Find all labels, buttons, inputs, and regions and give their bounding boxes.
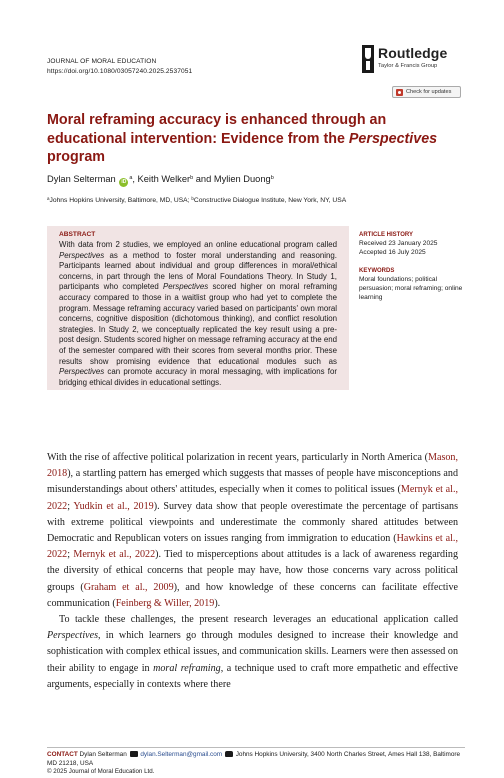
article-title: Moral reframing accuracy is enhanced through an educational intervention: Evidence from the Perspectives program	[47, 112, 438, 165]
article-sidebar	[359, 231, 469, 302]
orcid-icon[interactable]: iD	[121, 179, 127, 185]
abstract-text: With data from 2 studies, we employed an online educational program called Perspectives as a method to foster moral understanding and reasoning. Participants learned about individual and group differences in moral/ethical concerns, in part through the lens of Moral Foundations Theory. In Study 1, participants who completed Perspectives scored higher on moral reframing accuracy compared to those in a waitlist group who had yet to complete the program. Message reframing accuracy varied based on participants' own moral concerns, cognitive disposition (dichotomous thinking), and conflict resolution strategies. In Study 2, we conceptually replicated the key result using a pre-post design. Students scored higher on message reframing accuracy at the end of the semester compared with their scores from several months prior. These results show promising evidence that educational modules such as Perspectives can promote accuracy in moral messaging, with implications for bridging ethical divides in educational settings.	[59, 240, 337, 387]
author-name[interactable]: , Keith Welker	[132, 174, 191, 184]
citation-link[interactable]: Mernyk et al., 2022	[73, 549, 156, 561]
publisher-logo	[362, 45, 447, 73]
crossmark-icon	[396, 89, 403, 96]
contact-label: CONTACT	[47, 751, 78, 758]
citation-link[interactable]: Graham et al., 2009	[83, 581, 174, 593]
address-icon	[225, 751, 233, 757]
citation-link[interactable]: Feinberg & Willer, 2019	[115, 597, 215, 609]
abstract-heading: ABSTRACT	[59, 231, 96, 238]
paragraph: With the rise of affective political polarization in recent years, particularly in North America (Mason, 2018), a startling pattern has emerged which suggests that masses of people have misconceptions and misunderstandings about others' attitudes, especially when it comes to political issues (Mernyk et al., 2022; Yudkin et al., 2019). Survey data show that people overestimate the percentage of partisans with extreme political viewpoints and underestimate the commonly shared attitudes between Democratic and Republican voters on issues ranging from immigration to education (Hawkins et al., 2022; Mernyk et al., 2022). Tied to misperceptions about attitudes is a lack of awareness regarding the diversity of ethical concerns that people may have, how those concerns vary across political groups (Graham et al., 2009), and how knowledge of these concerns can facilitate effective communication (Feinberg & Willer, 2019).	[47, 452, 458, 609]
body-text	[47, 450, 458, 693]
citation-link[interactable]: Hawkins et al., 2022	[47, 533, 458, 561]
footer-divider	[47, 747, 465, 748]
article-history-heading: ARTICLE HISTORY	[359, 232, 414, 238]
author-name[interactable]: and Mylien Duong	[193, 174, 271, 184]
paragraph: To tackle these challenges, the present research leverages an educational application called Perspectives, in which learners go through modules designed to increase their knowledge and sophistication with complex ethical issues, and communication skills. Learners were then assessed on their ability to engage in moral reframing, a technique used to craft more empathetic and effective arguments, especially in contexts where there	[47, 614, 458, 690]
journal-header	[47, 57, 192, 76]
check-for-updates-button[interactable]	[392, 86, 461, 98]
author-list: Dylan Selterman $iD^a$, Keith Welker$^b$ and Mylien Duong$^b$	[47, 174, 274, 185]
citation-link[interactable]: Yudkin et al., 2019	[73, 500, 154, 512]
keywords-heading: KEYWORDS	[359, 268, 395, 274]
doi-link[interactable]: https://doi.org/10.1080/03057240.2025.2537051	[47, 67, 193, 75]
publisher-brand: Routledge	[378, 45, 448, 61]
keywords-text: Moral foundations; political persuasion; moral reframing; online learning	[359, 276, 463, 301]
envelope-icon	[130, 751, 138, 757]
copyright-notice: © 2025 Journal of Moral Education Ltd.	[47, 768, 155, 775]
email-link[interactable]: dylan.Selterman@gmail.com	[140, 751, 223, 758]
affiliations: $^a$Johns Hopkins University, Baltimore, MD, USA; $^b$Constructive Dialogue Institute, New York, NY, USA	[47, 196, 347, 204]
accepted-date: Accepted 16 July 2025	[359, 249, 426, 256]
received-date: Received 23 January 2025	[359, 240, 438, 247]
citation-link[interactable]: Mason, 2018	[47, 452, 458, 480]
journal-name: JOURNAL OF MORAL EDUCATION	[47, 58, 157, 65]
citation-link[interactable]: Mernyk et al., 2022	[47, 484, 458, 512]
routledge-logo-icon	[362, 45, 374, 73]
publisher-sub: Taylor & Francis Group	[378, 63, 438, 69]
contact-footer: CONTACT Dylan Selterman dylan.Selterman@gmail.com Johns Hopkins University, 3400 North Charles Street, Ames Hall 138, Baltimore MD 21218, USA	[47, 751, 461, 767]
abstract-box	[47, 226, 349, 390]
check-updates-label: Check for updates	[406, 89, 452, 95]
author-name[interactable]: Dylan Selterman	[47, 174, 116, 184]
